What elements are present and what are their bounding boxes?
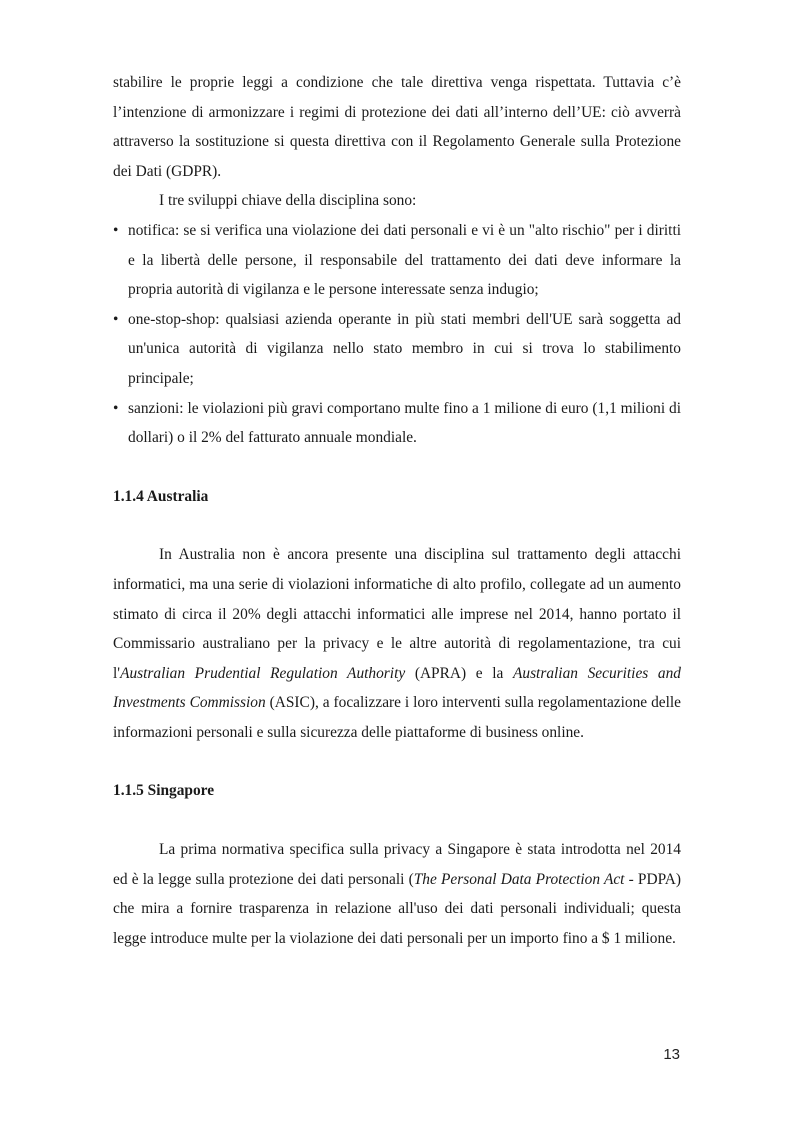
pdpa-act-name: The Personal Data Protection Act [413,870,625,888]
australia-text-1: In Australia non è ancora presente una disciplina sul trattamento degli attacchi informatici, ma una serie di violazioni informatiche di alto profilo, collegate ad un aumento stimato di circa il 20% degli attacchi informatici alle imprese nel 2014, hanno portato il Commissario australiano per la privacy e le altre autorità di regolamentazione, tra cui l' [113,546,681,682]
intro-paragraph: stabilire le proprie leggi a condizione che tale direttiva venga rispettata. Tuttavia c’è l’intenzione di armonizzare i regimi di protezione dei dati all’interno dell’UE: ciò avverrà attraverso la sostituzione si questa direttiva con il Regolamento Generale sulla Protezione dei Dati (GDPR). [113,74,681,180]
list-item-text: sanzioni: le violazioni più gravi comportano multe fino a 1 milione di euro (1,1 milioni di dollari) o il 2% del fatturato annuale mondiale. [128,399,681,447]
list-item [113,394,681,453]
australia-paragraph [113,540,681,747]
developments-intro: I tre sviluppi chiave della disciplina sono: [159,192,417,210]
developments-list [113,216,681,453]
section-heading-singapore: 1.1.5 Singapore [113,782,215,800]
apra-name: Australian Prudential Regulation Authority [120,664,406,682]
australia-text-2: (APRA) e la [405,664,513,682]
bullet-marker: • [113,399,119,417]
list-item-text: one-stop-shop: qualsiasi azienda operante in più stati membri dell'UE sarà soggetta ad un'unica autorità di vigilanza nello stato membro in cui si trova lo stabilimento principale; [128,310,681,387]
bullet-marker: • [113,310,119,328]
list-item [113,305,681,394]
singapore-paragraph [113,835,681,953]
singapore-text-1: La prima normativa specifica sulla privacy a Singapore è stata introdotta nel 2014 ed è la legge sulla protezione dei dati personali ( [113,841,681,888]
australia-text-3: (ASIC), a focalizzare i loro interventi sulla regolamentazione delle informazioni personali e sulla sicurezza delle piattaforme di business online. [113,694,681,741]
singapore-text-2: - PDPA) che mira a fornire trasparenza in relazione all'uso dei dati personali individuali; questa legge introduce multe per la violazione dei dati personali per un importo fino a $ 1 milione. [113,870,681,947]
bullet-marker: • [113,221,119,239]
asic-name: Australian Securities and Investments Commission [113,664,681,712]
list-item [113,216,681,305]
page-body [113,68,681,953]
section-heading-australia: 1.1.4 Australia [113,487,209,505]
list-item-text: notifica: se si verifica una violazione dei dati personali e vi è un "alto rischio" per i diritti e la libertà delle persone, il responsabile del trattamento dei dati deve informare la propria autorità di vigilanza e le persone interessate senza indugio; [128,221,681,299]
page-number: 13 [663,1046,680,1063]
